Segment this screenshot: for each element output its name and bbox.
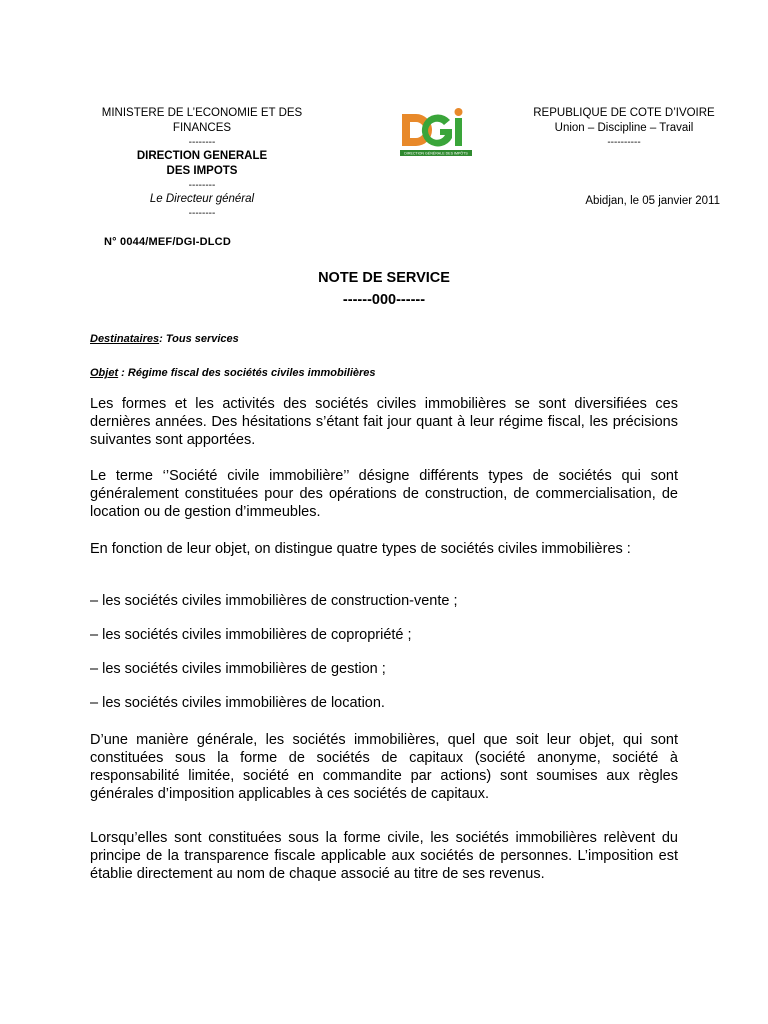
- paragraph: [90, 467, 678, 521]
- svg-text:DIRECTION GÉNÉRALE DES IMPÔTS: DIRECTION GÉNÉRALE DES IMPÔTS: [404, 151, 468, 156]
- reference-number: N° 0044/MEF/DGI-DLCD: [104, 236, 231, 248]
- dgi-logo: [398, 104, 474, 158]
- list-item: – les sociétés civiles immobilières de gestion ;: [90, 661, 386, 677]
- paragraph: [90, 829, 678, 883]
- paragraph-text: Les formes et les activités des sociétés civiles immobilières se sont diversifiées ces dernières années. Des hésitations s’étant fait jour quant à leur régime fiscal, les précisions suivantes sont apportées.: [90, 396, 678, 448]
- ministry-line-1: MINISTERE DE L’ECONOMIE ET DES: [101, 107, 303, 119]
- paragraph-text: D’une manière générale, les sociétés immobilières, quel que soit leur objet, qui sont constituées sous la forme de sociétés de capitaux (société anonyme, société à responsabilité limitée, société en commandite par actions) sont soumises aux règles générales d’imposition applicables à ces sociétés de capitaux.: [90, 732, 678, 802]
- ministry-header: [90, 106, 314, 220]
- page-title: NOTE DE SERVICE: [318, 270, 450, 286]
- paragraph-text: Le terme ‘’Société civile immobilière’’ désigne différents types de sociétés qui sont généralement constituées pour des opérations de construction, de commercialisation, de location ou de gestion d’immeubles.: [90, 468, 678, 520]
- list-item: – les sociétés civiles immobilières de copropriété ;: [90, 627, 412, 643]
- subject-label: Objet: [90, 367, 119, 379]
- recipients-label: Destinataires: [90, 333, 160, 345]
- separator: --------: [188, 208, 216, 219]
- paragraph: [90, 395, 678, 449]
- separator: --------: [188, 137, 216, 148]
- direction-line-1: DIRECTION GENERALE: [136, 150, 268, 162]
- republic-header: [510, 106, 738, 149]
- national-motto: Union – Discipline – Travail: [554, 122, 694, 134]
- recipients-line: [90, 333, 239, 345]
- title-ornament: ------000------: [342, 292, 426, 308]
- document-date: Abidjan, le 05 janvier 2011: [585, 195, 720, 207]
- paragraph: [90, 540, 678, 558]
- republic-name: REPUBLIQUE DE COTE D’IVOIRE: [533, 107, 715, 119]
- recipients-value: : Tous services: [159, 333, 239, 345]
- subject-line: [90, 367, 376, 379]
- paragraph-text: En fonction de leur objet, on distingue quatre types de sociétés civiles immobilières :: [90, 541, 631, 557]
- paragraph: [90, 731, 678, 803]
- ministry-line-2: FINANCES: [172, 122, 232, 134]
- paragraph-text: Lorsqu’elles sont constituées sous la forme civile, les sociétés immobilières relèvent du principe de la transparence fiscale applicable aux sociétés de personnes. L’imposition est établie directement au nom de chaque associé au titre de ses revenus.: [90, 830, 678, 882]
- subject-value: : Régime fiscal des sociétés civiles immobilières: [118, 367, 376, 379]
- list-item: – les sociétés civiles immobilières de location.: [90, 695, 385, 711]
- separator: ----------: [607, 137, 641, 148]
- director-title: Le Directeur général: [149, 193, 255, 205]
- list-item: – les sociétés civiles immobilières de construction-vente ;: [90, 593, 458, 609]
- direction-line-2: DES IMPOTS: [166, 165, 238, 177]
- separator: --------: [188, 180, 216, 191]
